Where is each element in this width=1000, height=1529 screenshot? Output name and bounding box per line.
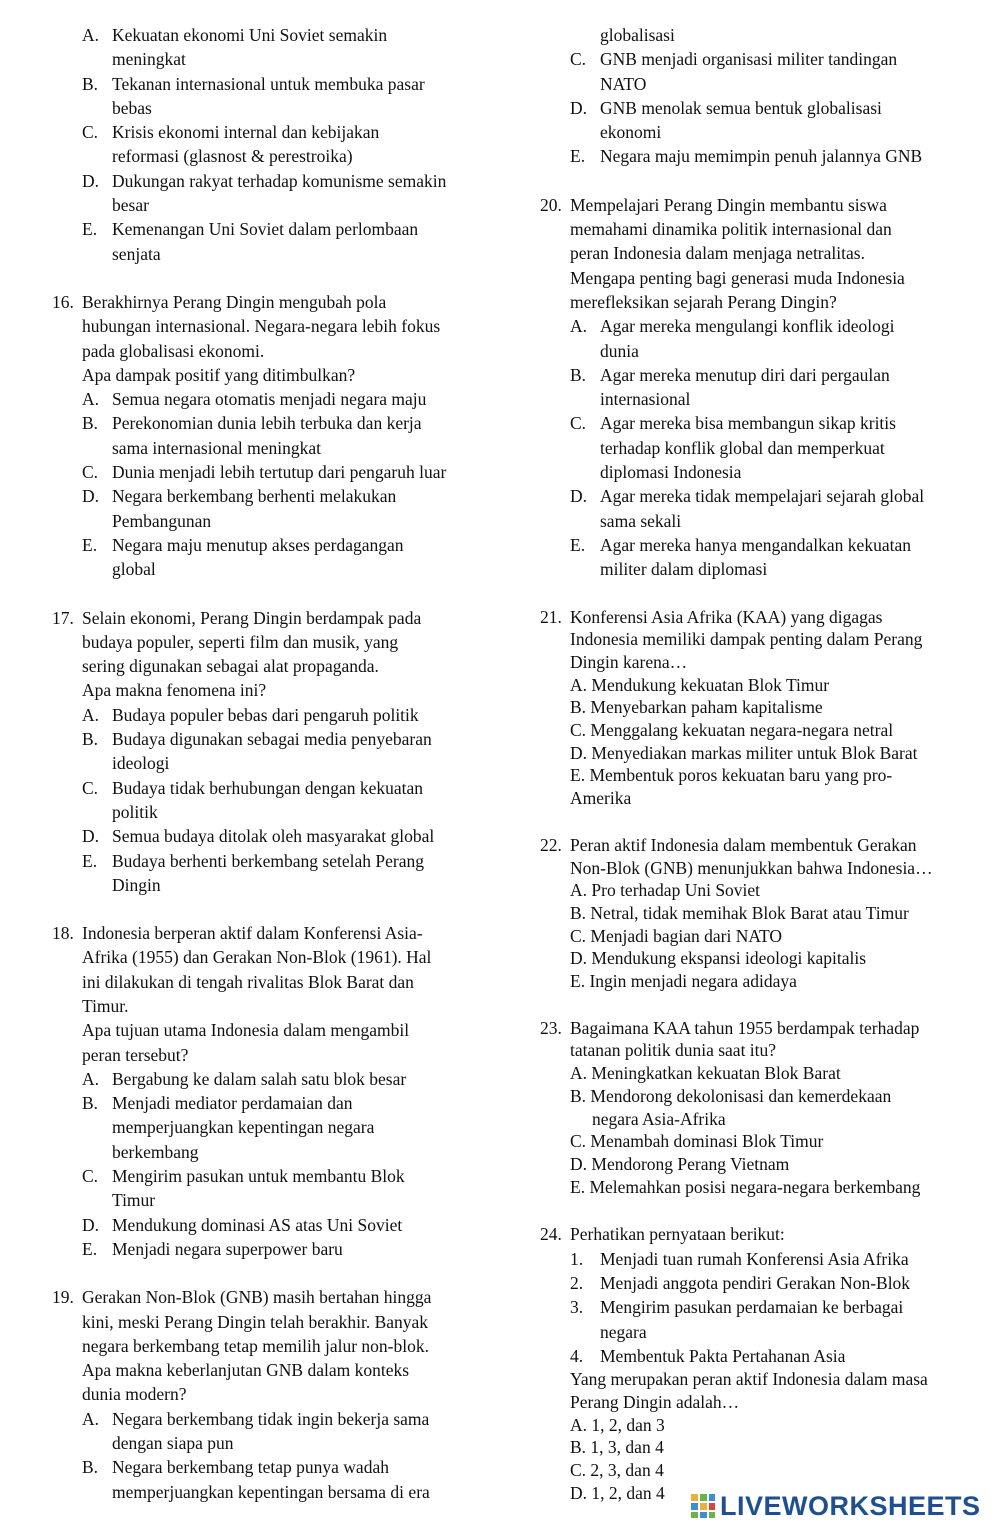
option-a[interactable]: A. Bergabung ke dalam salah satu blok besar <box>82 1068 407 1089</box>
statement-3: 3. Mengirim pasukan perdamaian ke berbagai <box>570 1297 904 1318</box>
option-d[interactable]: D. Mendukung dominasi AS atas Uni Soviet <box>82 1214 403 1235</box>
option-b[interactable]: B. Budaya digunakan sebagai media penyebaran <box>82 729 432 750</box>
option-c[interactable]: C. Krisis ekonomi internal dan kebijakan <box>82 122 380 143</box>
question-stem: 23. Bagaimana KAA tahun 1955 berdampak terhadap <box>540 1017 920 1038</box>
question-prompt-cont: peran tersebut? <box>82 1044 189 1065</box>
option-a-cont: meningkat <box>112 49 186 70</box>
question-stem-line: sering digunakan sebagai alat propaganda. <box>82 656 379 677</box>
option-e-cont: militer dalam diplomasi <box>600 559 768 580</box>
option-c-cont: politik <box>112 801 158 822</box>
option-a[interactable]: A. Pro terhadap Uni Soviet <box>570 880 761 901</box>
liveworksheets-wordmark: LIVEWORKSHEETS <box>720 1490 981 1521</box>
question-prompt: Mengapa penting bagi generasi muda Indonesia <box>570 267 905 288</box>
question-stem-line: Dingin karena… <box>570 651 688 672</box>
option-a[interactable]: A. Kekuatan ekonomi Uni Soviet semakin <box>82 25 388 45</box>
question-prompt-cont: merefleksikan sejarah Perang Dingin? <box>570 291 837 312</box>
option-b[interactable]: B. Menyebarkan paham kapitalisme <box>570 697 823 718</box>
option-b-cont: bebas <box>112 97 152 118</box>
option-b[interactable]: B. Menjadi mediator perdamaian dan <box>82 1093 353 1114</box>
question-19 <box>52 1285 492 1504</box>
question-stem-line: budaya populer, seperti film dan musik, yang <box>82 631 399 652</box>
question-stem-line: Afrika (1955) dan Gerakan Non-Blok (1961). Hal <box>82 947 432 968</box>
option-e[interactable]: E. Membentuk poros kekuatan baru yang pro- <box>570 765 893 786</box>
option-c[interactable]: C. Menambah dominasi Blok Timur <box>570 1131 824 1152</box>
option-e[interactable]: E. Budaya berhenti berkembang setelah Perang <box>82 850 424 871</box>
option-c-cont: Timur <box>112 1190 156 1211</box>
option-c[interactable]: C. GNB menjadi organisasi militer tandingan <box>570 49 898 70</box>
option-c-cont: NATO <box>600 73 647 94</box>
question-stem-line: tatanan politik dunia saat itu? <box>570 1040 777 1061</box>
question-prompt: Apa makna fenomena ini? <box>82 680 267 701</box>
question-19-continued <box>540 23 985 169</box>
option-e[interactable]: E. Melemahkan posisi negara-negara berkembang <box>570 1176 921 1197</box>
question-stem: 19. Gerakan Non-Blok (GNB) masih bertahan hingga <box>52 1287 432 1308</box>
question-stem-line: memahami dinamika politik internasional dan <box>570 219 892 240</box>
option-a[interactable]: A. 1, 2, dan 3 <box>570 1414 665 1435</box>
option-e[interactable]: E. Menjadi negara superpower baru <box>82 1238 343 1259</box>
option-c[interactable]: C. Mengirim pasukan untuk membantu Blok <box>82 1166 405 1187</box>
question-stem-line: pada globalisasi ekonomi. <box>82 340 265 361</box>
question-stem-line: kini, meski Perang Dingin telah berakhir. Banyak <box>82 1311 429 1332</box>
option-c-cont: terhadap konflik global dan memperkuat <box>600 437 885 458</box>
option-d[interactable]: D. Mendukung ekspansi ideologi kapitalis <box>570 948 867 969</box>
option-a[interactable]: A. Negara berkembang tidak ingin bekerja sama <box>82 1408 430 1429</box>
question-stem: 18. Indonesia berperan aktif dalam Konferensi Asia- <box>52 923 423 944</box>
option-d[interactable]: D. Semua budaya ditolak oleh masyarakat global <box>82 826 435 847</box>
option-e[interactable]: E. Ingin menjadi negara adidaya <box>570 971 797 992</box>
option-c-cont: reformasi (glasnost & perestroika) <box>112 146 353 167</box>
question-stem: 22. Peran aktif Indonesia dalam membentuk Gerakan <box>540 834 917 855</box>
option-a[interactable]: A. Meningkatkan kekuatan Blok Barat <box>570 1063 841 1084</box>
option-c[interactable]: C. 2, 3, dan 4 <box>570 1460 664 1480</box>
option-d[interactable]: D. GNB menolak semua bentuk globalisasi <box>570 97 882 118</box>
question-prompt: Apa tujuan utama Indonesia dalam mengambil <box>82 1020 410 1041</box>
option-d[interactable]: D. Agar mereka tidak mempelajari sejarah global <box>570 486 925 507</box>
option-b-cont: memperjuangkan kepentingan bersama di era <box>112 1481 430 1502</box>
question-stem: 20. Mempelajari Perang Dingin membantu siswa <box>540 194 887 215</box>
option-d[interactable]: D. Negara berkembang berhenti melakukan <box>82 486 397 507</box>
question-22 <box>540 834 985 993</box>
option-b-cont: memperjuangkan kepentingan negara <box>112 1117 375 1138</box>
option-b-cont: berkembang <box>112 1141 199 1162</box>
question-15-options <box>52 23 492 266</box>
question-18 <box>52 921 492 1261</box>
question-21 <box>540 606 985 810</box>
option-c[interactable]: C. Menjadi bagian dari NATO <box>570 925 783 946</box>
option-e[interactable]: E. Negara maju menutup akses perdagangan <box>82 534 404 555</box>
question-prompt: Apa dampak positif yang ditimbulkan? <box>82 364 356 385</box>
question-stem-line: peran Indonesia dalam menjaga netralitas. <box>570 243 865 264</box>
question-16 <box>52 290 492 582</box>
option-d-cont: ekonomi <box>600 122 662 143</box>
option-c[interactable]: C. Menggalang kekuatan negara-negara netral <box>570 720 894 741</box>
option-e-cont: Amerika <box>570 788 632 809</box>
question-24 <box>540 1222 985 1504</box>
question-stem-line: negara berkembang tetap memilih jalur non-blok. <box>82 1335 429 1356</box>
option-e-cont: Dingin <box>112 874 161 895</box>
option-b[interactable]: B. Negara berkembang tetap punya wadah <box>82 1457 389 1478</box>
option-b-cont: sama internasional meningkat <box>112 437 321 458</box>
option-e[interactable]: E. Kemenangan Uni Soviet dalam perlombaan <box>82 219 419 240</box>
option-b-cont: negara Asia-Afrika <box>592 1108 726 1129</box>
option-b[interactable]: B. Mendorong dekolonisasi dan kemerdekaan <box>570 1085 892 1106</box>
option-e-cont: senjata <box>112 243 161 264</box>
option-c[interactable]: C. Agar mereka bisa membangun sikap kritis <box>570 413 896 434</box>
statement-1: 1. Menjadi tuan rumah Konferensi Asia Afrika <box>570 1248 909 1269</box>
liveworksheets-logo-icon <box>690 1493 716 1519</box>
question-23 <box>540 1017 985 1199</box>
question-prompt-cont: Perang Dingin adalah… <box>570 1391 740 1412</box>
option-a[interactable]: A. Semua negara otomatis menjadi negara maju <box>82 389 427 410</box>
option-a[interactable]: A. Mendukung kekuatan Blok Timur <box>570 674 830 695</box>
question-stem: 21. Konferensi Asia Afrika (KAA) yang digagas <box>540 606 883 627</box>
statement-3-cont: negara <box>600 1321 647 1342</box>
option-d[interactable]: D. Dukungan rakyat terhadap komunisme semakin <box>82 170 447 191</box>
option-d-cont: sama sekali <box>600 510 682 531</box>
question-stem-line: ini dilakukan di tengah rivalitas Blok Barat dan <box>82 971 414 992</box>
option-c[interactable]: C. Dunia menjadi lebih tertutup dari pengaruh luar <box>82 462 447 483</box>
option-d[interactable]: D. 1, 2, dan 4 <box>570 1482 665 1503</box>
left-column <box>52 23 492 1504</box>
question-stem: 17. Selain ekonomi, Perang Dingin berdampak pada <box>52 607 422 628</box>
option-b[interactable]: B. Netral, tidak memihak Blok Barat atau Timur <box>570 902 909 923</box>
option-c-cont: diplomasi Indonesia <box>600 462 742 483</box>
question-20 <box>540 193 985 582</box>
question-stem-line: Non-Blok (GNB) menunjukkan bahwa Indonesia… <box>570 857 933 878</box>
option-b[interactable]: B. Tekanan internasional untuk membuka pasar <box>82 73 425 94</box>
option-e[interactable]: E. Negara maju memimpin penuh jalannya GNB <box>570 146 923 167</box>
option-d[interactable]: D. Menyediakan markas militer untuk Blok Barat <box>570 742 918 763</box>
option-b[interactable]: B. 1, 3, dan 4 <box>570 1437 664 1458</box>
option-d[interactable]: D. Mendorong Perang Vietnam <box>570 1154 790 1174</box>
question-stem-line: hubungan internasional. Negara-negara lebih fokus <box>82 316 441 337</box>
option-b[interactable]: B. Agar mereka menutup diri dari pergaulan <box>570 364 890 385</box>
question-prompt: Yang merupakan peran aktif Indonesia dalam masa <box>570 1369 928 1390</box>
option-a[interactable]: A. Agar mereka mengulangi konflik ideologi <box>570 316 895 337</box>
option-a-cont: dunia <box>600 340 639 361</box>
right-column <box>540 23 985 1504</box>
question-17 <box>52 606 492 898</box>
option-b[interactable]: B. Perekonomian dunia lebih terbuka dan kerja <box>82 413 422 434</box>
option-b-cont: globalisasi <box>600 25 675 45</box>
question-stem-line: Indonesia memiliki dampak penting dalam Perang <box>570 629 923 650</box>
question-prompt-cont: dunia modern? <box>82 1384 187 1405</box>
question-stem: 24. Perhatikan pernyataan berikut: <box>540 1224 785 1245</box>
option-e-cont: global <box>112 559 156 580</box>
option-a-cont: dengan siapa pun <box>112 1433 234 1454</box>
option-c[interactable]: C. Budaya tidak berhubungan dengan kekuatan <box>82 777 424 798</box>
question-stem: 16. Berakhirnya Perang Dingin mengubah pola <box>52 291 387 312</box>
statement-2: 2. Menjadi anggota pendiri Gerakan Non-Blok <box>570 1273 911 1293</box>
option-d-cont: Pembangunan <box>112 510 212 531</box>
statement-4: 4. Membentuk Pakta Pertahanan Asia <box>570 1345 846 1366</box>
option-d-cont: besar <box>112 195 149 216</box>
question-prompt: Apa makna keberlanjutan GNB dalam konteks <box>82 1360 410 1381</box>
liveworksheets-watermark <box>690 1489 995 1523</box>
option-b-cont: ideologi <box>112 753 170 774</box>
option-e[interactable]: E. Agar mereka hanya mengandalkan kekuatan <box>570 534 911 555</box>
option-b-cont: internasional <box>600 389 691 410</box>
option-a[interactable]: A. Budaya populer bebas dari pengaruh politik <box>82 704 419 725</box>
question-stem-line: Timur. <box>82 995 129 1016</box>
